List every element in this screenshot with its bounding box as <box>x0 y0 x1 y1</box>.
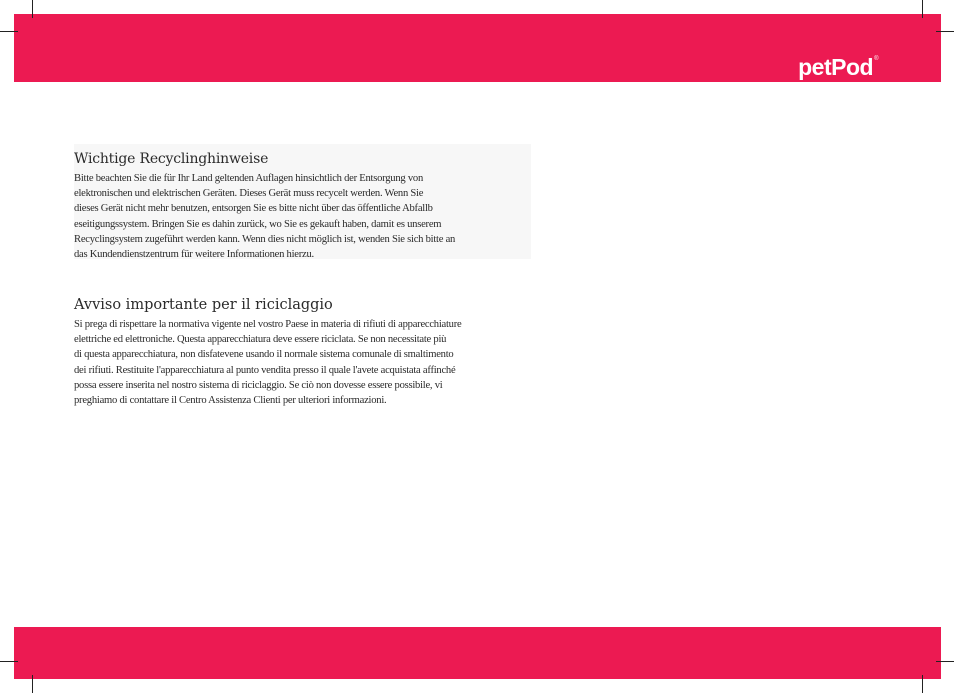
german-recycling-section <box>74 144 531 259</box>
logo-text: petPod <box>798 54 874 80</box>
footer-band <box>14 627 941 679</box>
italian-line-2: elettriche ed elettroniche. Questa apparecchiatura deve essere riciclata. Se non necessitate più <box>74 334 447 346</box>
german-line-3: dieses Gerät nicht mehr benutzen, entsorgen Sie es bitte nicht über das öffentliche Abfallb <box>74 203 433 215</box>
italian-line-4: dei rifiuti. Restituite l'apparecchiatura al punto vendita presso il quale l'avete acquistata affinché <box>74 364 456 376</box>
crop-mark-top-right-horizontal <box>936 31 954 32</box>
italian-line-5: possa essere inserita nel nostro sistema di riciclaggio. Se ciò non dovesse essere possibile, vi <box>74 379 443 391</box>
italian-heading: Avviso importante per il riciclaggio <box>74 297 333 313</box>
header-band <box>14 14 941 82</box>
crop-mark-top-left-horizontal <box>0 31 18 32</box>
crop-mark-bottom-left-vertical <box>32 675 33 693</box>
german-line-4: eseitigungssystem. Bringen Sie es dahin zurück, wo Sie es gekauft haben, damit es unserem <box>74 218 442 230</box>
german-line-5: Recyclingsystem zugeführt werden kann. Wenn dies nicht möglich ist, wenden Sie sich bitte an <box>74 233 456 245</box>
italian-line-3: di questa apparecchiatura, non disfatevene usando il normale sistema comunale di smaltimento <box>74 349 454 361</box>
logo-trademark: ® <box>874 56 878 62</box>
italian-body <box>74 317 536 408</box>
italian-recycling-section <box>74 297 536 408</box>
crop-mark-top-left-vertical <box>32 0 33 18</box>
crop-mark-bottom-right-vertical <box>922 675 923 693</box>
german-body <box>74 171 531 262</box>
petpod-logo <box>798 56 878 79</box>
italian-line-1: Si prega di rispettare la normativa vigente nel vostro Paese in materia di rifiuti di apparecchiature <box>74 319 462 330</box>
crop-mark-top-right-vertical <box>922 0 923 18</box>
crop-mark-bottom-right-horizontal <box>936 661 954 662</box>
german-line-1: Bitte beachten Sie die für Ihr Land geltenden Auflagen hinsichtlich der Entsorgung von <box>74 173 423 184</box>
italian-line-6: preghiamo di contattare il Centro Assistenza Clienti per ulteriori informazioni. <box>74 395 387 407</box>
german-heading: Wichtige Recyclinghinweise <box>74 151 269 167</box>
crop-mark-bottom-left-horizontal <box>0 661 18 662</box>
german-line-6: das Kundendienstzentrum für weitere Informationen hierzu. <box>74 249 314 261</box>
german-line-2: elektronischen und elektrischen Geräten. Dieses Gerät muss recycelt werden. Wenn Sie <box>74 188 424 200</box>
